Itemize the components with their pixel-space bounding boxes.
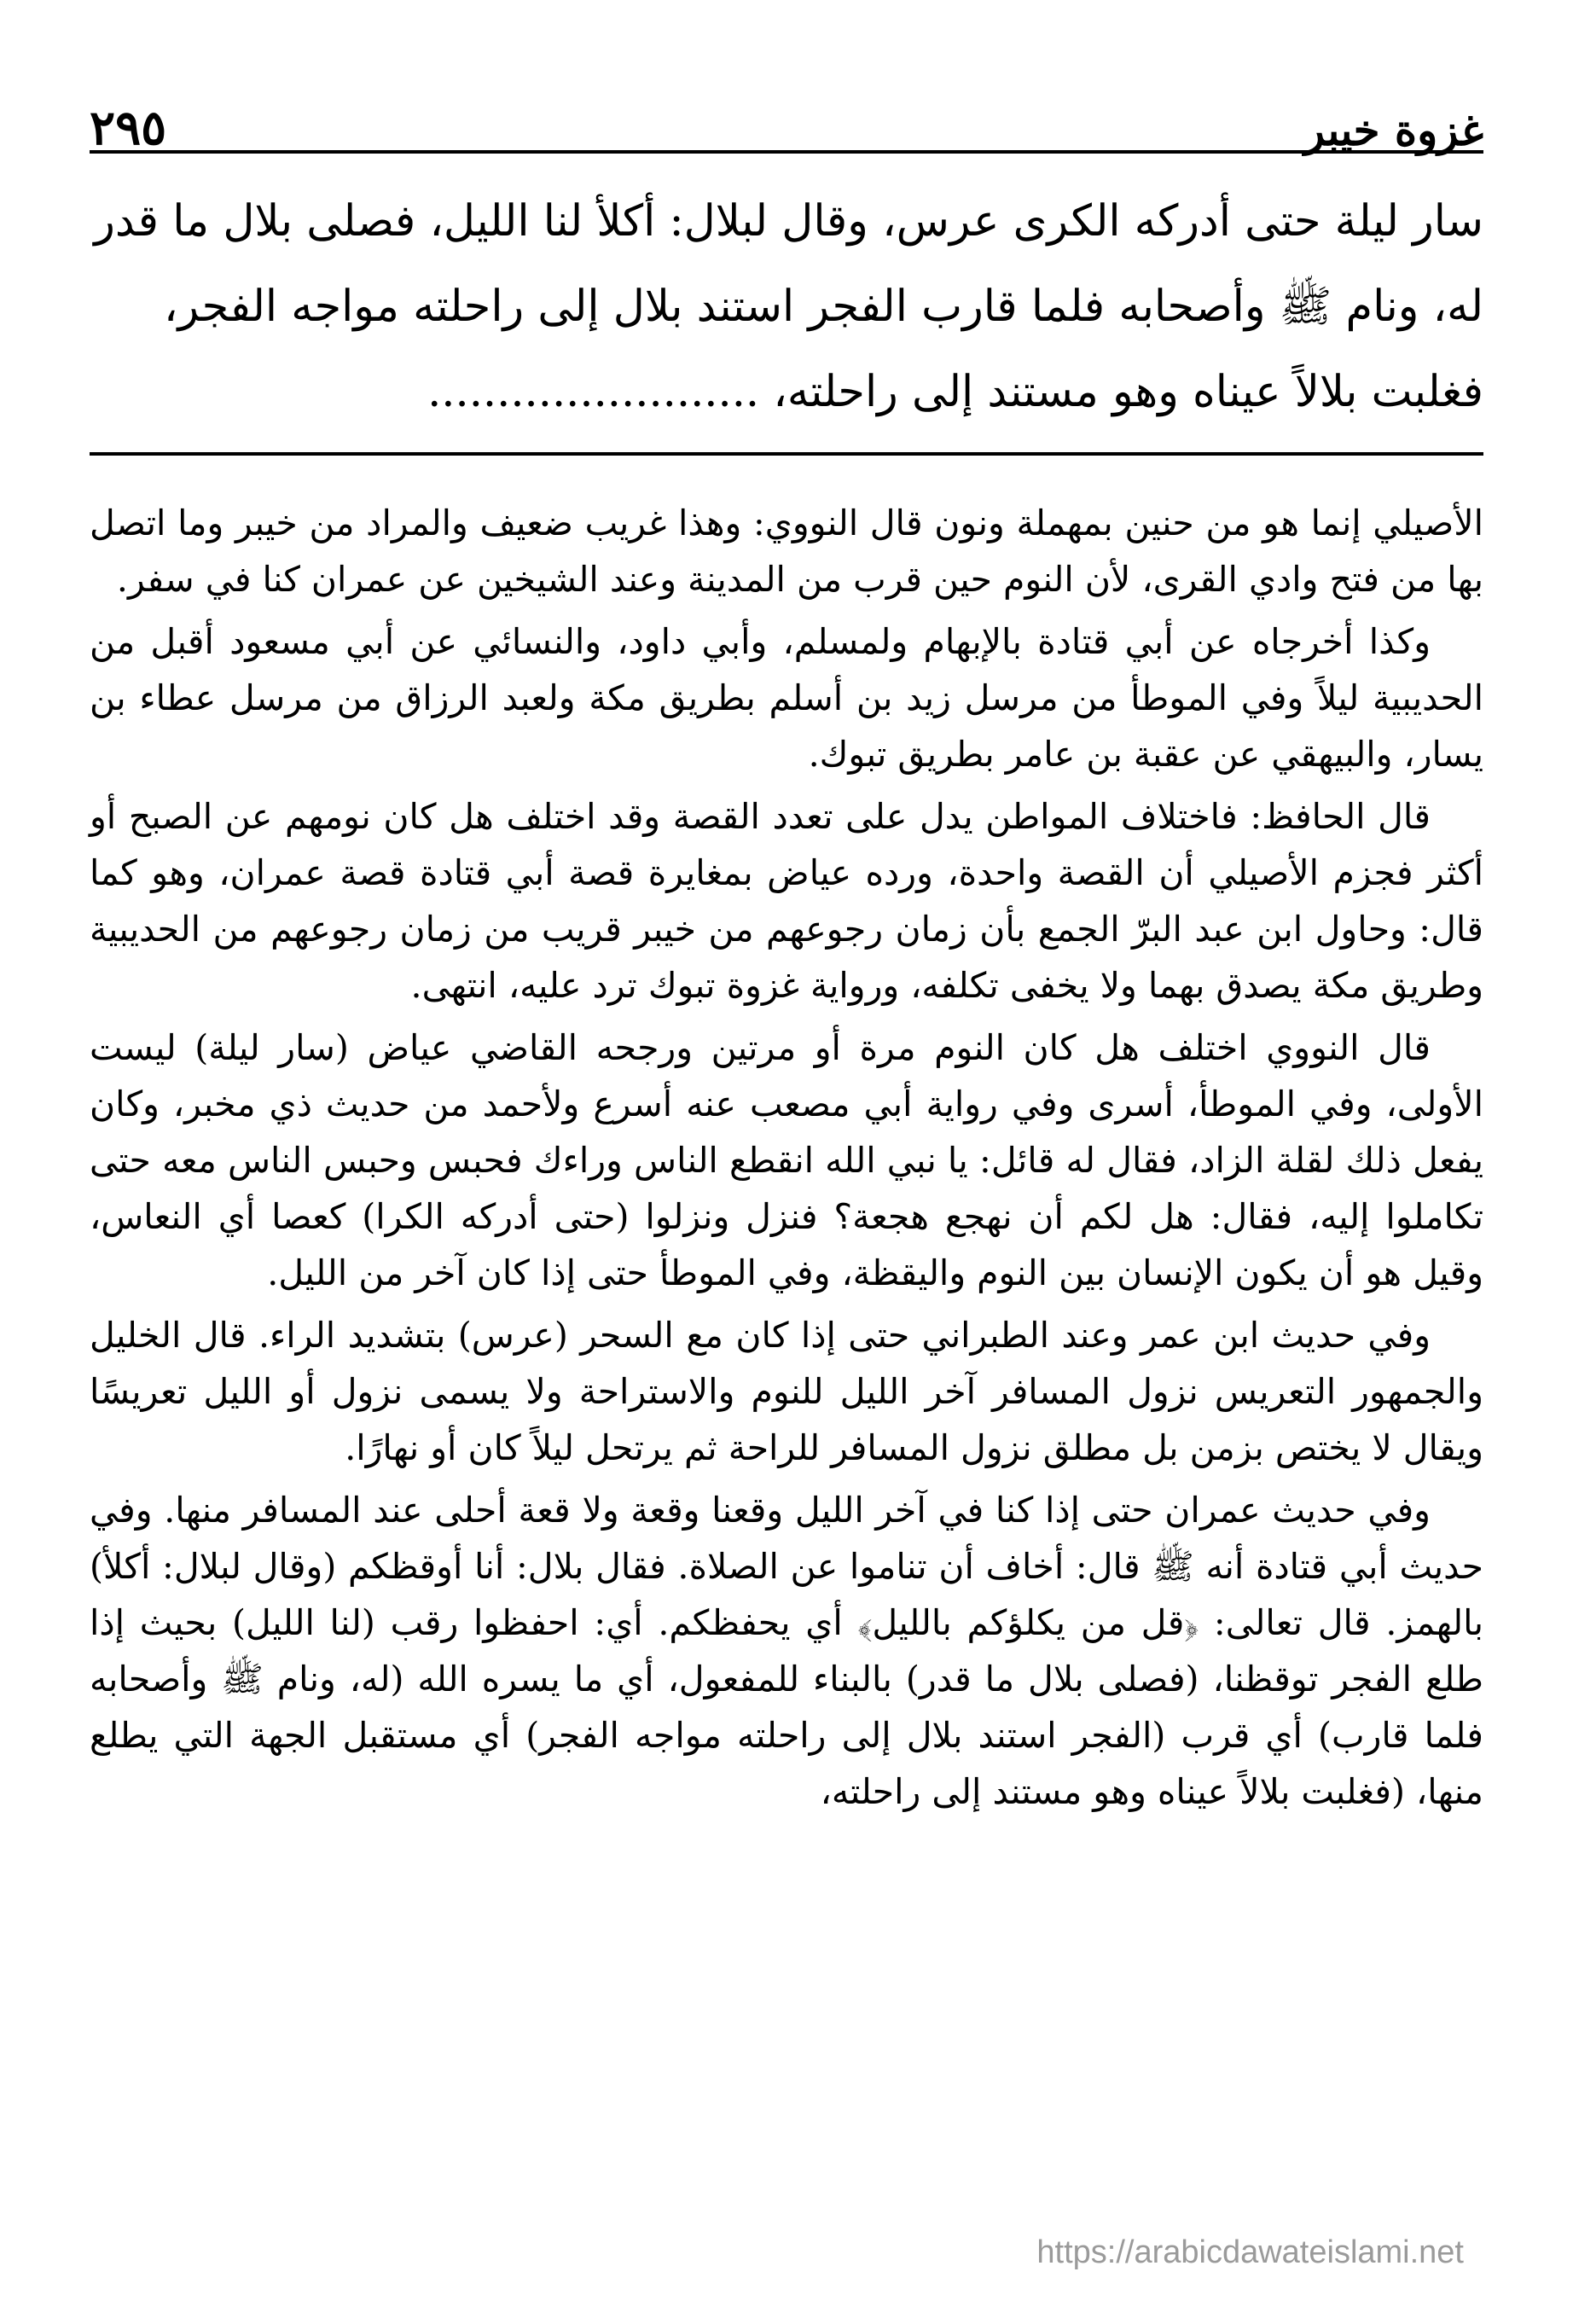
- commentary-paragraph: وفي حديث ابن عمر وعند الطبراني حتى إذا كان مع السحر (عرس) بتشديد الراء. قال الخليل والجمهور التعريس نزول المسافر آخر الليل للنوم والاستراحة ولا يسمى نزول أو الليل تعريسًا ويقال لا يختص بزمن بل مطلق نزول المسافر للراحة ثم يرتحل ليلاً كان أو نهارًا.: [90, 1315, 1483, 1468]
- commentary-paragraph: الأصيلي إنما هو من حنين بمهملة ونون قال النووي: وهذا غريب ضعيف والمراد من خيبر وما اتصل بها من فتح وادي القرى، لأن النوم حين قرب من المدينة وعند الشيخين عن عمران كنا في سفر.: [90, 503, 1483, 600]
- commentary-paragraph: قال النووي اختلف هل كان النوم مرة أو مرتين ورجحه القاضي عياض (سار ليلة) ليست الأولى، وفي الموطأ، أسرى وفي رواية أبي مصعب عنه أسرع ولأحمد من حديث ذي مخبر، وكان يفعل ذلك لقلة الزاد، فقال له قائل: يا نبي الله انقطع الناس وراءك فحبس وحبس الناس معه حتى تكاملوا إليه، فقال: هل لكم أن نهجع هجعة؟ فنزل ونزلوا (حتى أدركه الكرا) كعصا أي النعاس، وقيل هو أن يكون الإنسان بين النوم واليقظة، وفي الموطأ حتى إذا كان آخر من الليل.: [90, 1027, 1483, 1293]
- hadith-line: [90, 350, 1483, 435]
- commentary-paragraph: وكذا أخرجاه عن أبي قتادة بالإبهام ولمسلم، وأبي داود، والنسائي عن أبي مسعود أقبل من الحديبية ليلاً وفي الموطأ من مرسل زيد بن أسلم بطريق مكة ولعبد الرزاق من مرسل عطاء بن يسار، والبيهقي عن عقبة بن عامر بطريق تبوك.: [90, 621, 1483, 775]
- hadith-line-text: فغلبت بلالاً عيناه وهو مستند إلى راحلته،: [773, 367, 1483, 417]
- chapter-title: غزوة خيبر: [1303, 105, 1483, 155]
- hadith-line: سار ليلة حتى أدركه الكرى عرس، وقال لبلال: أكلأ لنا الليل، فصلى بلال ما قدر: [94, 196, 1483, 247]
- commentary-paragraph: قال الحافظ: فاختلاف المواطن يدل على تعدد القصة وقد اختلف هل كان نومهم عن الصبح أو أكثر فجزم الأصيلي أن القصة واحدة، ورده عياض بمغايرة قصة أبي قتادة قصة عمران، وهو كما قال: وحاول ابن عبد البرّ الجمع بأن زمان رجوعهم من خيبر قريب من زمان رجوعهم من الحديبية وطريق مكة يصدق بهما ولا يخفى تكلفه، ورواية غزوة تبوك ترد عليه، انتهى.: [90, 796, 1483, 1006]
- commentary-paragraph: وفي حديث عمران حتى إذا كنا في آخر الليل وقعنا وقعة ولا قعة أحلى عند المسافر منها. وفي حديث أبي قتادة أنه ﷺ قال: أخاف أن تناموا عن الصلاة. فقال بلال: أنا أوقظكم (وقال لبلال: أكلأ) بالهمز. قال تعالى: ﴿قل من يكلؤكم بالليل﴾ أي يحفظكم. أي: احفظوا رقب (لنا الليل) بحيث إذا طلع الفجر توقظنا، (فصلى بلال ما قدر) بالبناء للمفعول، أي ما يسره الله (له، ونام ﷺ وأصحابه فلما قارب) أي قرب (الفجر استند بلال إلى راحلته مواجه الفجر) أي مستقبل الجهة التي يطلع منها، (فغلبت بلالاً عيناه وهو مستند إلى راحلته،: [90, 1490, 1483, 1812]
- watermark-url: https://arabicdawateislami.net: [1036, 2234, 1464, 2270]
- hadith-text: [90, 179, 1483, 435]
- header-rule: [90, 150, 1483, 154]
- section-rule: [90, 452, 1483, 456]
- ellipsis-dots: ........................: [427, 367, 760, 417]
- hadith-line: له، ونام ﷺ وأصحابه فلما قارب الفجر استند بلال إلى راحلته مواجه الفجر،: [164, 282, 1483, 332]
- page-header: [90, 67, 1483, 156]
- commentary-text: [90, 495, 1483, 2196]
- page-number: ٢٩٥: [90, 100, 167, 156]
